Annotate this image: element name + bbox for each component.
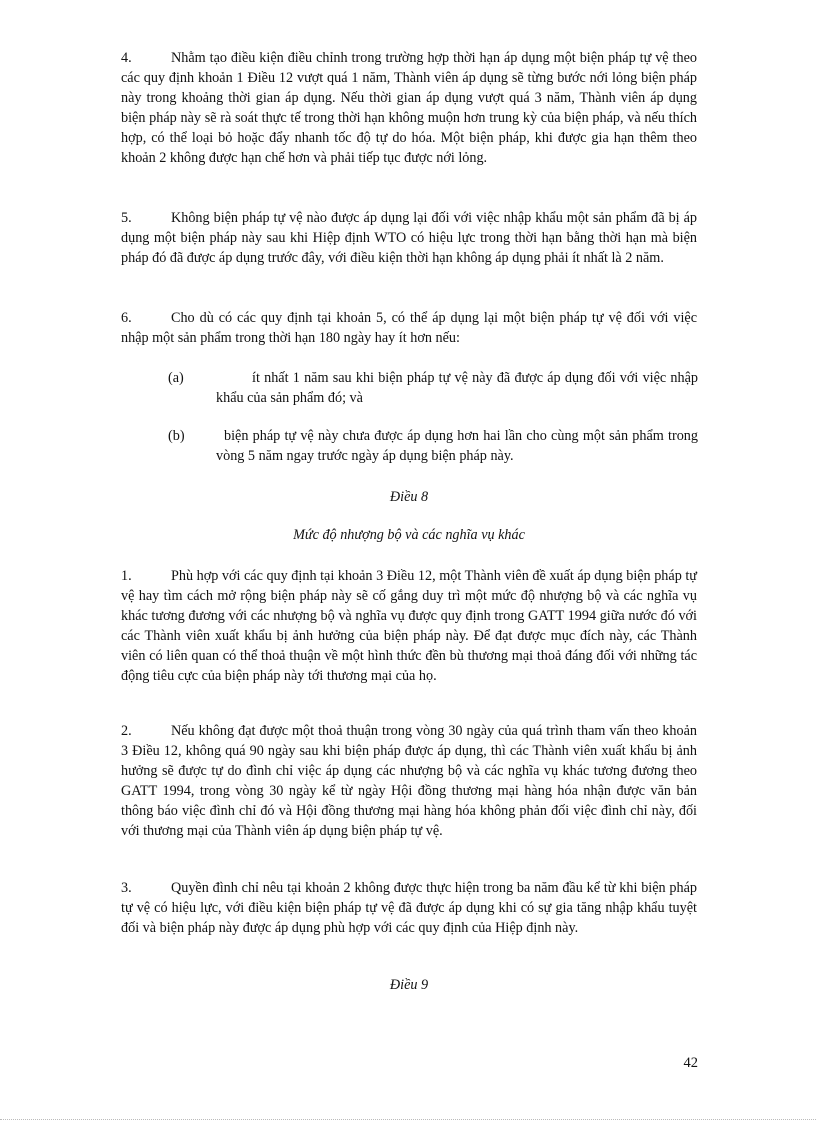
paragraph-text: Phù hợp với các quy định tại khoản 3 Điều 12, một Thành viên đề xuất áp dụng biện pháp tự vệ hay tìm cách mở rộng biện pháp này sẽ cố gắng duy trì một mức độ nhượng bộ và các nghĩa vụ khác tương đương với các nhượng bộ và nghĩa vụ được quy định trong GATT 1994 giữa nước đó với các Thành viên xuất khẩu bị ảnh hưởng của biện pháp này. Để đạt được mục đích này, các Thành viên có liên quan có thể thoả thuận về một hình thức đền bù thương mại thoả đáng đối với những tác động tiêu cực của biện pháp này tới thương mại của họ. — [121, 568, 697, 684]
paragraph-8-3 — [121, 878, 697, 938]
subitem-label: (a) — [168, 370, 184, 386]
paragraph-7-5 — [121, 208, 697, 268]
subitem-b — [168, 426, 698, 466]
subitem-label: (b) — [168, 428, 185, 444]
subitem-text: ít nhất 1 năm sau khi biện pháp tự vệ này đã được áp dụng đối với việc nhập khẩu của sản phẩm đó; và — [216, 370, 698, 406]
paragraph-number: 3. — [121, 880, 132, 896]
article-9-heading: Điều 9 — [389, 977, 429, 993]
page-bottom-border — [0, 1119, 816, 1120]
page-number: 42 — [683, 1055, 698, 1071]
paragraph-text: Cho dù có các quy định tại khoản 5, có thể áp dụng lại một biện pháp tự vệ đối với việc nhập một sản phẩm trong thời hạn 180 ngày hay ít hơn nếu: — [121, 310, 697, 346]
paragraph-text: Nhằm tạo điều kiện điều chỉnh trong trường hợp thời hạn áp dụng một biện pháp tự vệ theo các quy định khoản 1 Điều 12 vượt quá 1 năm, Thành viên áp dụng sẽ từng bước nới lỏng biện pháp này trong khoảng thời gian áp dụng. Nếu thời gian áp dụng vượt quá 3 năm, Thành viên áp dụng biện pháp này sẽ rà soát thực tế trong thời hạn không muộn hơn trung kỳ của biện pháp, và nếu thích hợp, có thể loại bỏ hoặc đẩy nhanh tốc độ tự do hóa. Một biện pháp, khi được gia hạn thêm theo khoản 2 không được hạn chế hơn và phải tiếp tục được nới lỏng. — [121, 50, 697, 166]
article-8-title: Mức độ nhượng bộ và các nghĩa vụ khác — [293, 527, 525, 543]
paragraph-text: Không biện pháp tự vệ nào được áp dụng lại đối với việc nhập khẩu một sản phẩm đã bị áp dụng một biện pháp này sau khi Hiệp định WTO có hiệu lực trong thời hạn bằng thời hạn mà biện pháp đó đã được áp dụng trước đây, với điều kiện thời hạn không áp dụng phải ít nhất là 2 năm. — [121, 210, 697, 266]
paragraph-number: 4. — [121, 50, 132, 66]
paragraph-number: 6. — [121, 310, 132, 326]
paragraph-7-4 — [121, 48, 697, 168]
subitem-a — [168, 368, 698, 408]
paragraph-8-2 — [121, 721, 697, 841]
paragraph-7-6 — [121, 308, 697, 348]
paragraph-number: 5. — [121, 210, 132, 226]
paragraph-8-1 — [121, 566, 697, 686]
paragraph-number: 2. — [121, 723, 132, 739]
article-8-heading: Điều 8 — [389, 489, 429, 505]
paragraph-text: Nếu không đạt được một thoả thuận trong vòng 30 ngày của quá trình tham vấn theo khoản 3 Điều 12, không quá 90 ngày sau khi biện pháp được áp dụng, thì các Thành viên xuất khẩu bị ảnh hưởng sẽ được tự do đình chỉ việc áp dụng các nhượng bộ và các nghĩa vụ khác tương đương theo GATT 1994, trong vòng 30 ngày kể từ ngày Hội đồng thương mại hàng hóa nhận được văn bản thông báo việc đình chỉ đó và Hội đồng thương mại hàng hóa không phản đối việc đình chỉ này, đối với thương mại của Thành viên áp dụng biện pháp tự vệ. — [121, 723, 697, 839]
paragraph-number: 1. — [121, 568, 132, 584]
subitem-text: biện pháp tự vệ này chưa được áp dụng hơn hai lần cho cùng một sản phẩm trong vòng 5 năm ngay trước ngày áp dụng biện pháp này. — [216, 428, 698, 464]
paragraph-text: Quyền đình chỉ nêu tại khoản 2 không được thực hiện trong ba năm đầu kể từ khi biện pháp tự vệ có hiệu lực, với điều kiện biện pháp tự vệ đã được áp dụng khi có sự gia tăng nhập khẩu tuyệt đối và biện pháp này được áp dụng phù hợp với các quy định của Hiệp định này. — [121, 880, 697, 936]
